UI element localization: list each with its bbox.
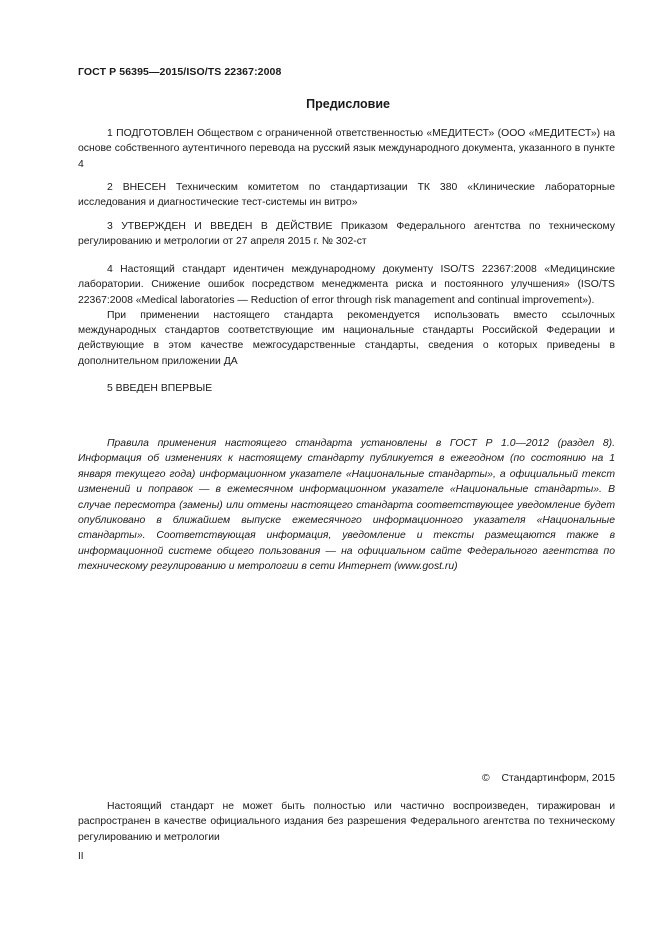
item-2-text: 2 ВНЕСЕН Техническим комитетом по стандартизации ТК 380 «Клинические лабораторные исследования и диагностические тест-системы ин витро» [78, 182, 615, 209]
reproduction-notice [78, 799, 615, 845]
item-5 [78, 381, 615, 396]
page-title: Предисловие [306, 97, 390, 111]
copyright-symbol: © [481, 773, 490, 784]
item-4 [78, 262, 615, 369]
application-notice [78, 436, 615, 575]
item-4-note: При применении настоящего стандарта рекомендуется использовать вместо ссылочных международных стандартов соответствующие им национальные стандарты Российской Федерации и действующие в этом качестве межгосударственные стандарты, сведения о которых приведены в дополнительном приложении ДА [78, 309, 615, 367]
copyright-line [482, 773, 615, 784]
item-5-text: 5 ВВЕДЕН ВПЕРВЫЕ [107, 383, 213, 394]
standard-designation: ГОСТ Р 56395—2015/ISO/TS 22367:2008 [78, 66, 282, 78]
item-2 [78, 180, 615, 211]
item-3-text: 3 УТВЕРЖДЕН И ВВЕДЕН В ДЕЙСТВИЕ Приказом Федерального агентства по техническому регулированию и метрологии от 27 апреля 2015 г. № 302-ст [78, 221, 615, 248]
page-number: II [78, 851, 84, 862]
item-1 [78, 126, 615, 172]
section-title-wrap [78, 97, 613, 111]
item-1-text: 1 ПОДГОТОВЛЕН Обществом с ограниченной ответственностью «МЕДИТЕСТ» (ООО «МЕДИТЕСТ») на основе собственного аутентичного перевода на русский язык международного документа, указанного в пункте 4 [78, 128, 615, 170]
item-4-text: 4 Настоящий стандарт идентичен международному документу ISO/TS 22367:2008 «Медицинские лаборатории. Снижение ошибок посредством менеджмента риска и постоянного улучшения» (ISO/TS 22367:2008 «Medical laboratories — Reduction of error through risk management and continual improvement»). [78, 264, 615, 306]
reproduction-notice-text: Настоящий стандарт не может быть полностью или частично воспроизведен, тиражирован и распространен в качестве официального издания без разрешения Федерального агентства по техническому регулированию и метрологии [78, 801, 615, 843]
application-notice-text: Правила применения настоящего стандарта установлены в ГОСТ Р 1.0—2012 (раздел 8). Информация об изменениях к настоящему стандарту публикуется в ежегодном (по состоянию на 1 января текущего года) информационном указателе «Национальные стандарты», а официальный текст изменений и поправок — в ежемесячном информационном указателе «Национальные стандарты». В случае пересмотра (замены) или отмены настоящего стандарта соответствующее уведомление будет опубликовано в ближайшем выпуске ежемесячного информационного указателя «Национальные стандарты». Соответствующая информация, уведомление и тексты размещаются также в информационной системе общего пользования — на официальном сайте Федерального агентства по техническому регулированию и метрологии в сети Интернет (www.gost.ru) [78, 438, 615, 573]
copyright-text: Стандартинформ, 2015 [501, 773, 615, 784]
item-3 [78, 219, 615, 250]
